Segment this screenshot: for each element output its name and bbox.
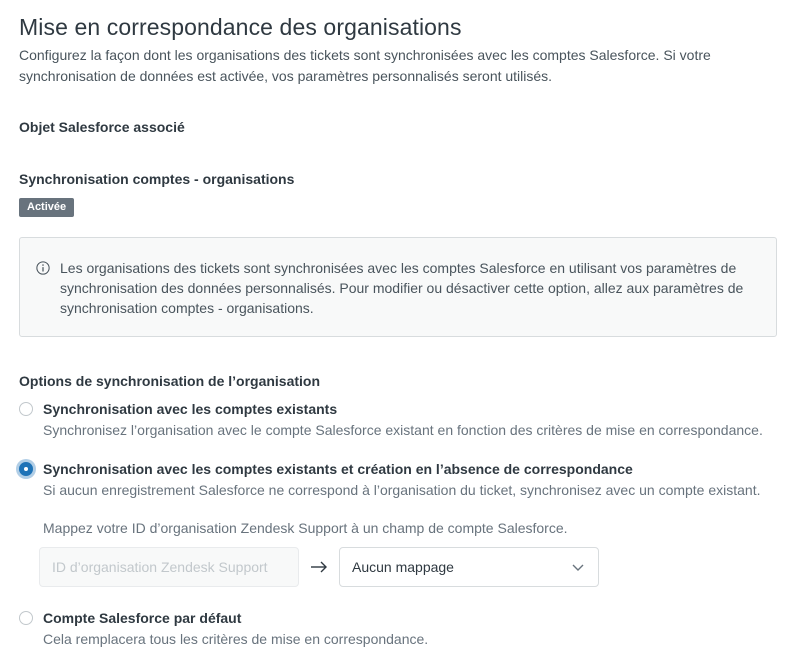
account-sync-label: Synchronisation comptes - organisations <box>19 171 295 187</box>
info-notice <box>19 237 777 337</box>
salesforce-field-select[interactable] <box>339 547 599 587</box>
notice-text: Les organisations des tickets sont synchronisées avec les comptes Salesforce en utilisant vos paramètres de synchronisation des données personnalisés. Pour modifier ou désactiver cette option, allez aux paramètres de synchronisation comptes - organisations. <box>60 260 744 316</box>
radio-button[interactable] <box>19 402 33 416</box>
radio-hint: Cela remplacera tous les critères de mise en correspondance. <box>43 631 429 647</box>
radio-hint: Synchronisez l’organisation avec le compte Salesforce existant en fonction des critères de mise en correspondance. <box>43 422 763 438</box>
radio-hint: Si aucun enregistrement Salesforce ne correspond à l’organisation du ticket, synchronisez avec un compte existant. <box>43 482 761 498</box>
salesforce-object-label: Objet Salesforce associé <box>19 119 185 135</box>
radio-button[interactable] <box>19 611 33 625</box>
zendesk-org-id-field: ID d’organisation Zendesk Support <box>39 547 299 587</box>
sync-options-label: Options de synchronisation de l’organisation <box>19 373 321 389</box>
arrow-right-icon <box>309 558 329 576</box>
radio-button-checked[interactable] <box>19 462 33 476</box>
radio-title: Synchronisation avec les comptes existants <box>43 401 338 417</box>
radio-title: Compte Salesforce par défaut <box>43 610 242 626</box>
status-badge: Activée <box>19 198 74 217</box>
info-icon <box>36 261 50 275</box>
mapping-hint: Mappez votre ID d’organisation Zendesk Support à un champ de compte Salesforce. <box>43 520 568 536</box>
select-value: Aucun mappage <box>352 559 454 575</box>
radio-title: Synchronisation avec les comptes existants et création en l’absence de correspondance <box>43 461 633 477</box>
page-title: Mise en correspondance des organisations <box>19 14 462 40</box>
page-description: Configurez la façon dont les organisations des tickets sont synchronisées avec les comptes Salesforce. Si votre synchronisation de données est activée, vos paramètres personnalisés seront utilisés. <box>19 47 711 84</box>
chevron-down-icon <box>572 562 584 572</box>
